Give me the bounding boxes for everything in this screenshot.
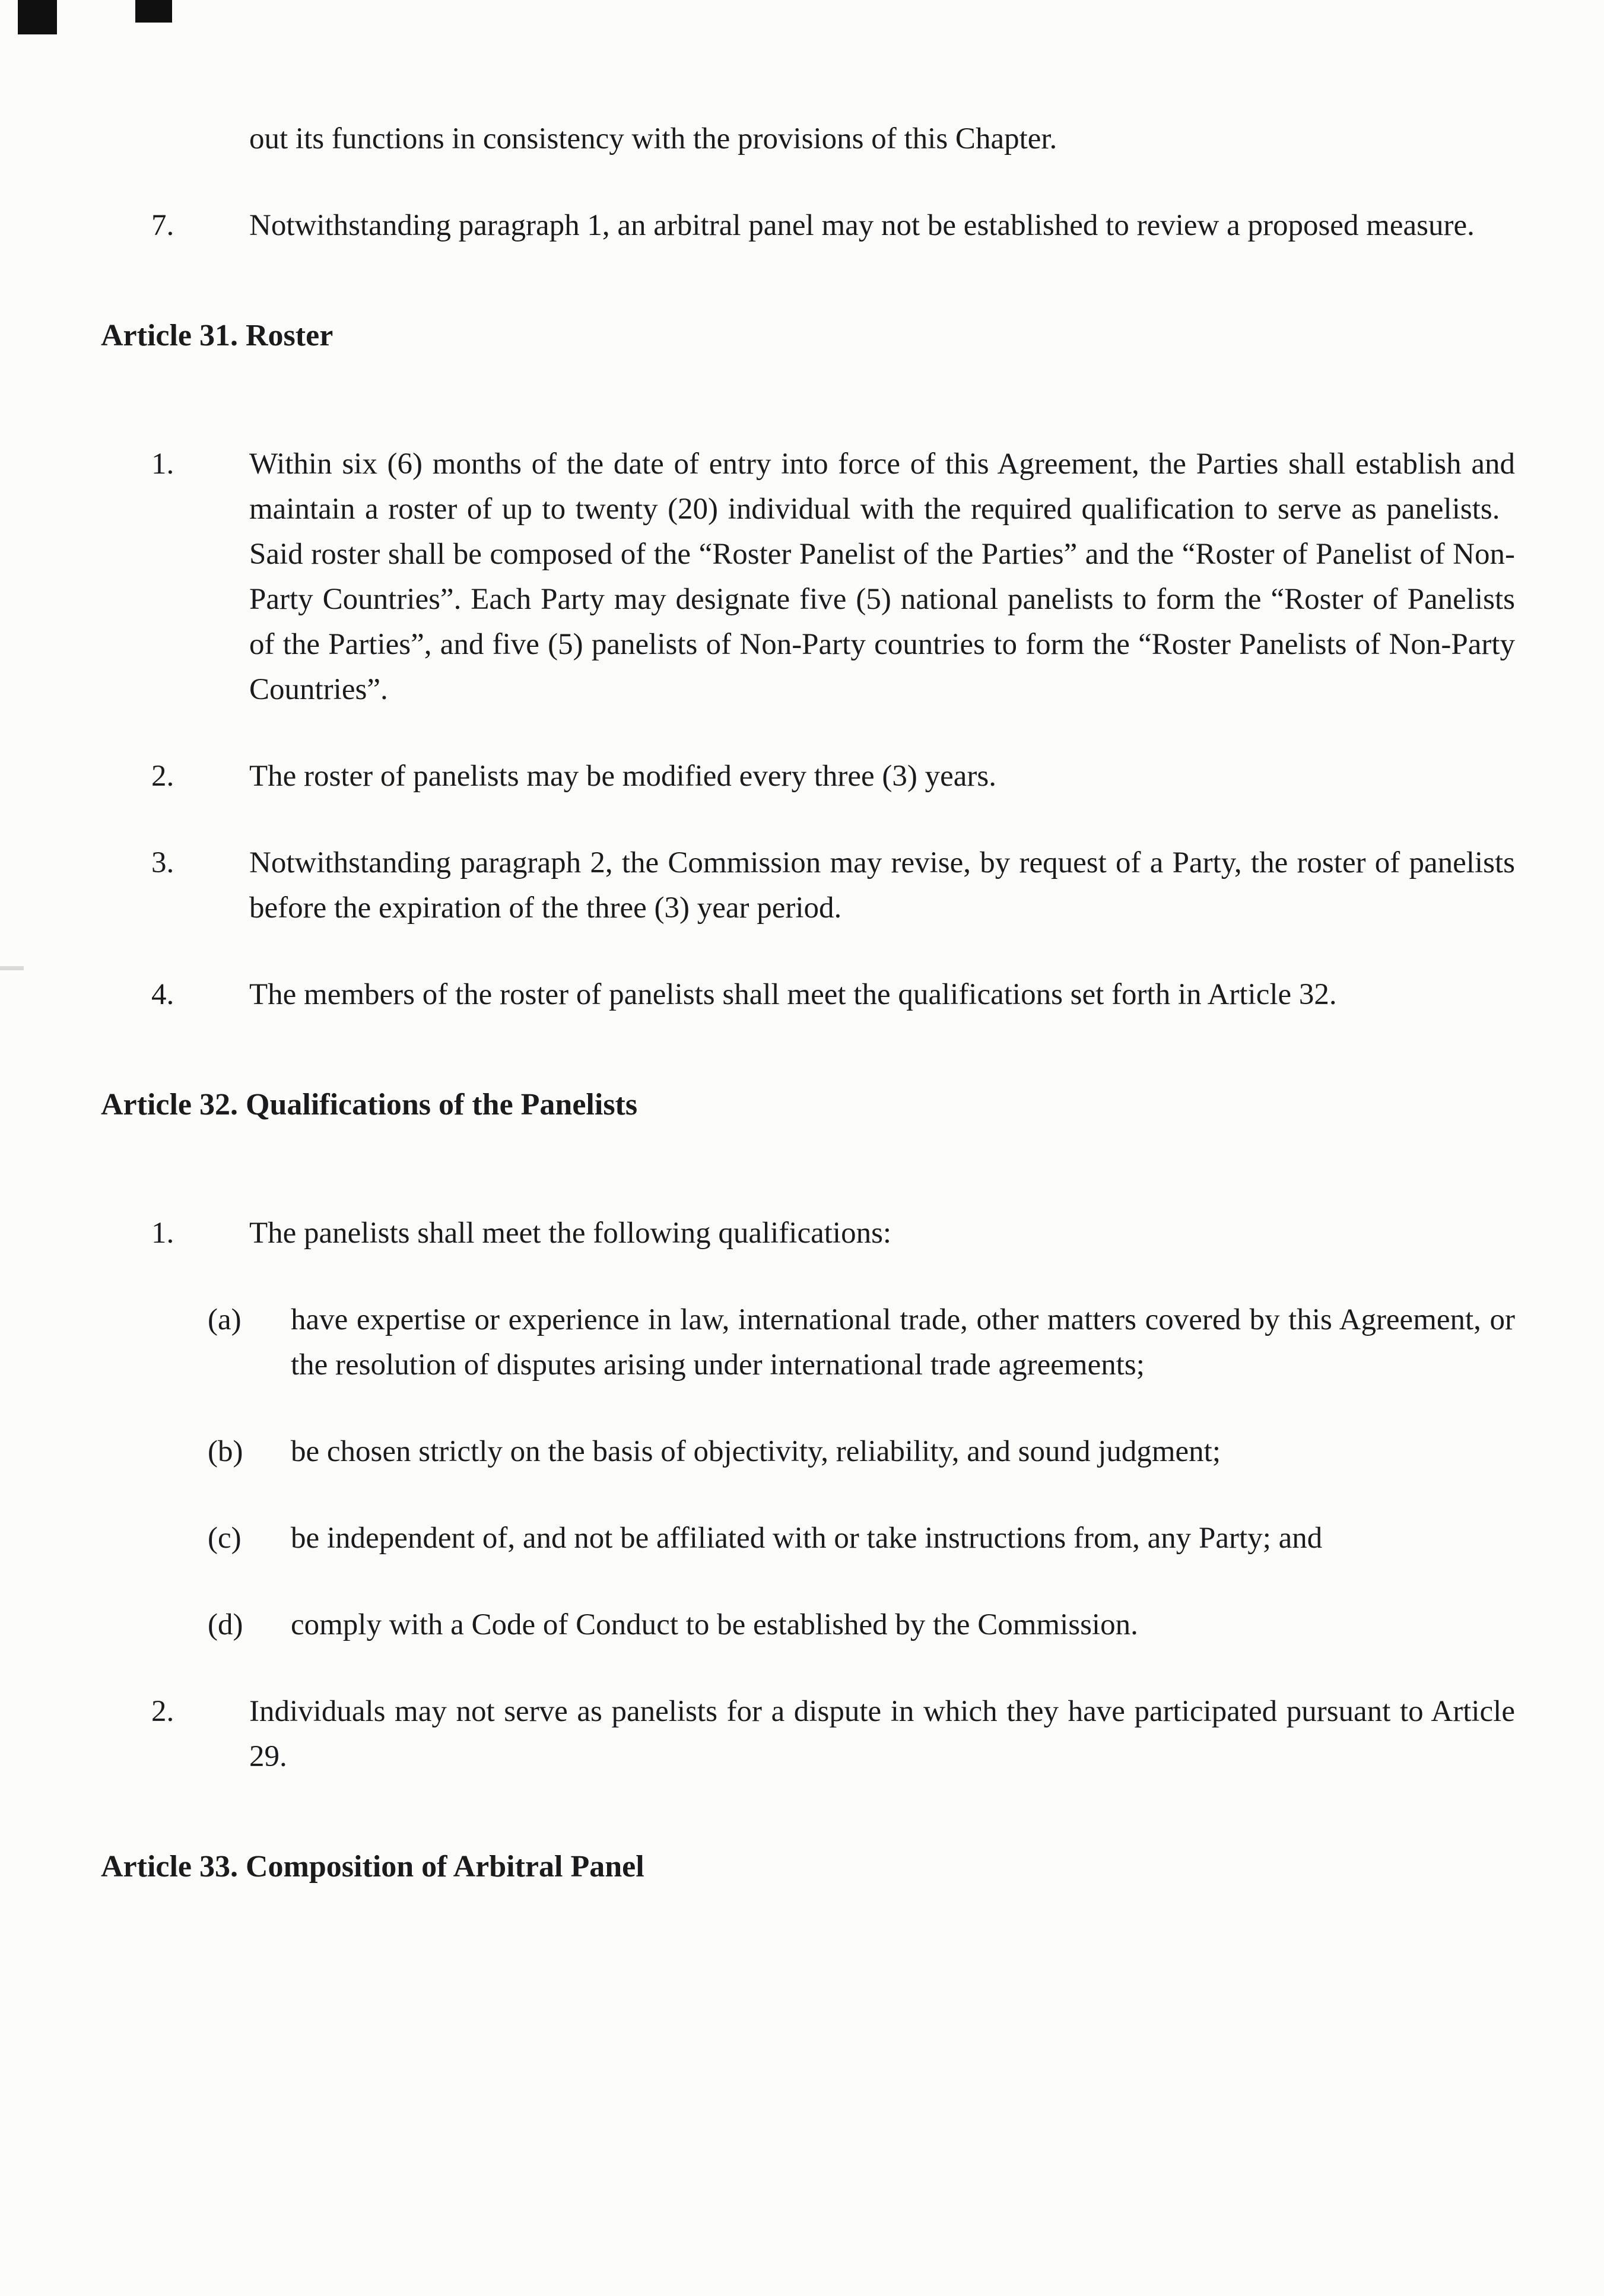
article-31-heading: Article 31. Roster [101,319,333,353]
lettered-subitem [208,1602,1515,1647]
item-text: The roster of panelists may be modified every three (3) years. [249,760,996,793]
subitem-text: comply with a Code of Conduct to be established by the Commission. [291,1608,1138,1641]
lettered-subitem [208,1429,1515,1474]
subitem-text: be independent of, and not be affiliated with or take instructions from, any Party; and [291,1522,1323,1555]
scan-artifact [135,0,172,23]
item-number: 3. [151,846,174,879]
numbered-item [101,442,1515,712]
numbered-item [101,754,1515,799]
subitem-label: (a) [208,1303,242,1336]
numbered-item [101,1211,1515,1256]
numbered-item [101,1689,1515,1779]
article-33-heading: Article 33. Composition of Arbitral Panel [101,1850,644,1884]
scan-artifact [0,966,24,970]
lettered-subitem [208,1516,1515,1561]
item-text: Individuals may not serve as panelists for a dispute in which they have participated pursuant to Article 29. [249,1695,1515,1773]
item-text: Within six (6) months of the date of entry into force of this Agreement, the Parties shall establish and maintain a roster of up to twenty (20) individual with the required qualification to serve as panelists. Said roster shall be composed of the “Roster Panelist of the Parties” and the “Roster of Panelist of Non-Party Countries”. Each Party may designate five (5) national panelists to form the “Roster of Panelists of the Parties”, and five (5) panelists of Non-Party countries to form the “Roster Panelists of Non-Party Countries”. [249,447,1515,706]
subitem-label: (d) [208,1608,243,1641]
subitem-label: (b) [208,1435,243,1468]
item-number: 4. [151,978,174,1011]
item-number: 1. [151,447,174,481]
numbered-item [101,972,1515,1017]
page-content [101,116,1515,1889]
item-text: The members of the roster of panelists shall meet the qualifications set forth in Article 32. [249,978,1337,1011]
article-32-heading: Article 32. Qualifications of the Panelists [101,1088,638,1122]
item-number: 2. [151,1695,174,1728]
item-text: The panelists shall meet the following qualifications: [249,1217,892,1250]
subitem-text: be chosen strictly on the basis of objectivity, reliability, and sound judgment; [291,1435,1221,1468]
item-text: Notwithstanding paragraph 2, the Commission may revise, by request of a Party, the roster of panelists before the expiration of the three (3) year period. [249,846,1515,925]
item-number: 1. [151,1217,174,1250]
item-text: Notwithstanding paragraph 1, an arbitral panel may not be established to review a proposed measure. [249,209,1475,242]
item-number: 2. [151,760,174,793]
lettered-subitem [208,1297,1515,1387]
subitem-text: have expertise or experience in law, international trade, other matters covered by this Agreement, or the resolution of disputes arising under international trade agreements; [291,1303,1515,1382]
item-number: 7. [151,209,174,242]
numbered-item [101,840,1515,931]
numbered-item-7 [101,203,1515,248]
paragraph-continuation: out its functions in consistency with the provisions of this Chapter. [249,122,1057,155]
subitem-label: (c) [208,1522,242,1555]
scan-artifact [18,0,57,34]
